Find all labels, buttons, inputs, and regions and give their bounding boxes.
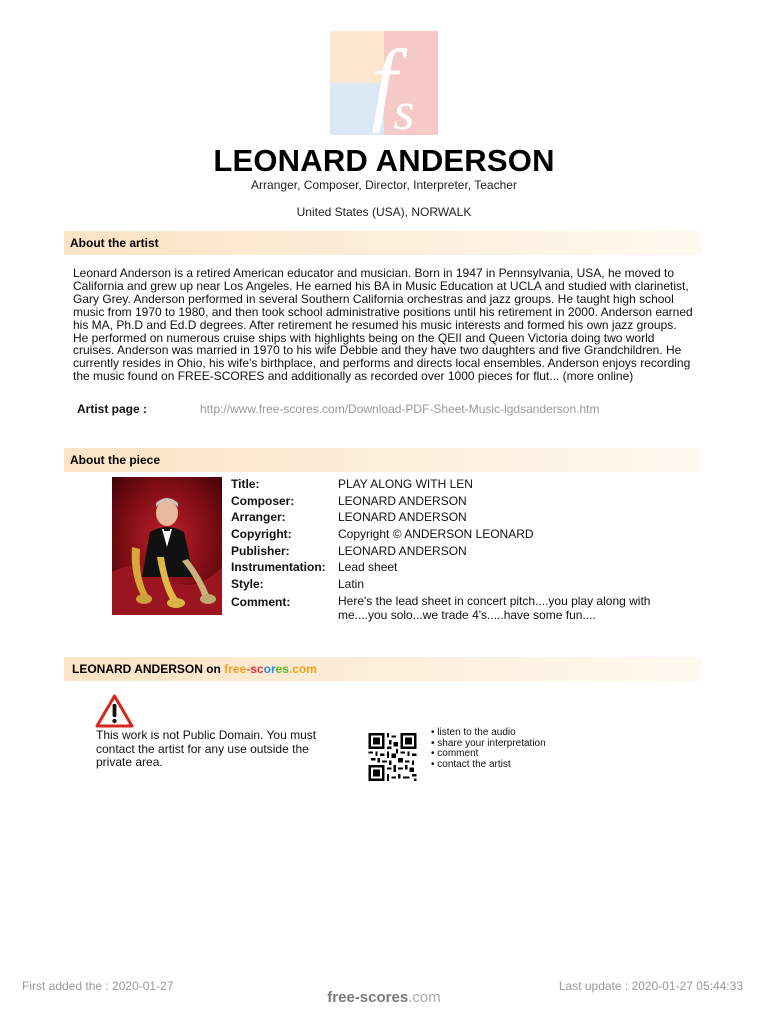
brand-part: sc	[250, 662, 264, 676]
artist-roles: Arranger, Composer, Director, Interpreter, Teacher	[251, 178, 517, 192]
footer-brand-com: .com	[408, 989, 441, 1006]
piece-value: Copyright © ANDERSON LEONARD	[338, 527, 534, 541]
piece-label: Copyright:	[231, 527, 292, 541]
piece-value: LEONARD ANDERSON	[338, 544, 467, 558]
piece-label: Title:	[231, 477, 260, 491]
brand-part: -	[246, 662, 251, 676]
svg-text:f: f	[371, 31, 397, 133]
piece-label: Style:	[231, 577, 264, 591]
feature-item: • listen to the audio	[431, 727, 516, 738]
piece-comment: Here's the lead sheet in concert pitch....you play along with me....you solo...we trade 4's.....have some fun....	[338, 594, 651, 622]
artist-bio: Leonard Anderson is a retired American educator and musician. Born in 1947 in Pennsylvania, USA, he moved to California and grew up near Los Angeles. He earned his BA in Music Education at UCLA and studied with clarinetist, Gary Grey. Anderson performed in several Southern California orchestras and jazz groups. He taught high school music from 1970 to 1980, and then took school administrative positions until his retirement in 2000. Anderson earned his MA, Ph.D and Ed.D degrees. After retirement he resumed his music interests and formed his own jazz groups. He performed on numerous cruise ships with highlights being on the QEII and Queen Victoria doing two world cruises. Anderson was married in 1970 to his wife Debbie and they have two daughters and five Grandchildren. He currently resides in Ohio, his wife's birthplace, and performs and directs local ensembles. Anderson enjoys recording the music found on FREE-SCORES and additionally as recorded over 1000 pieces for flut... (more online)	[73, 266, 693, 384]
feature-item: • contact the artist	[431, 758, 511, 770]
piece-value: LEONARD ANDERSON	[338, 510, 467, 524]
piece-value: PLAY ALONG WITH LEN	[338, 477, 473, 491]
brand-part: free	[224, 662, 247, 676]
feature-item: • comment	[431, 748, 479, 760]
artist-name: LEONARD ANDERSON	[213, 143, 555, 178]
piece-label: Arranger:	[231, 510, 286, 524]
brand-part: .com	[288, 662, 317, 676]
artist-location: United States (USA), NORWALK	[296, 205, 472, 219]
qr-code-icon[interactable]	[367, 733, 418, 781]
piece-value: LEONARD ANDERSON	[338, 494, 467, 508]
last-update-date: Last update : 2020-01-27 05:44:33	[558, 979, 743, 993]
on-free-scores-heading	[64, 657, 702, 681]
piece-label: Comment:	[231, 595, 291, 609]
first-added-date: First added the : 2020-01-27	[22, 979, 174, 993]
artist-photo	[112, 477, 222, 615]
free-scores-brand[interactable]	[224, 662, 317, 676]
feature-item: • share your interpretation	[431, 737, 546, 749]
footer-brand-main: free-scores	[327, 989, 409, 1006]
on-heading-prefix: LEONARD ANDERSON on	[72, 662, 221, 676]
artist-page-link[interactable]: http://www.free-scores.com/Download-PDF-Sheet-Music-lgdsanderson.htm	[200, 402, 600, 416]
piece-value: Latin	[338, 577, 365, 591]
svg-text:s: s	[393, 81, 415, 135]
brand-part: es	[275, 662, 289, 676]
piece-value: Lead sheet	[338, 560, 398, 574]
artist-page-label: Artist page :	[77, 402, 148, 416]
footer-brand	[0, 989, 768, 1006]
copyright-warning: This work is not Public Domain. You must contact the artist for any use outside the private area.	[96, 728, 317, 769]
free-scores-logo-icon	[330, 31, 438, 135]
feature-list	[431, 728, 546, 770]
piece-label: Composer:	[231, 494, 295, 508]
about-artist-heading: About the artist	[64, 231, 702, 255]
piece-label: Instrumentation:	[231, 560, 326, 574]
about-piece-heading: About the piece	[64, 448, 702, 472]
brand-part: or	[263, 662, 276, 676]
piece-label: Publisher:	[231, 544, 290, 558]
warning-triangle-icon	[95, 694, 134, 728]
